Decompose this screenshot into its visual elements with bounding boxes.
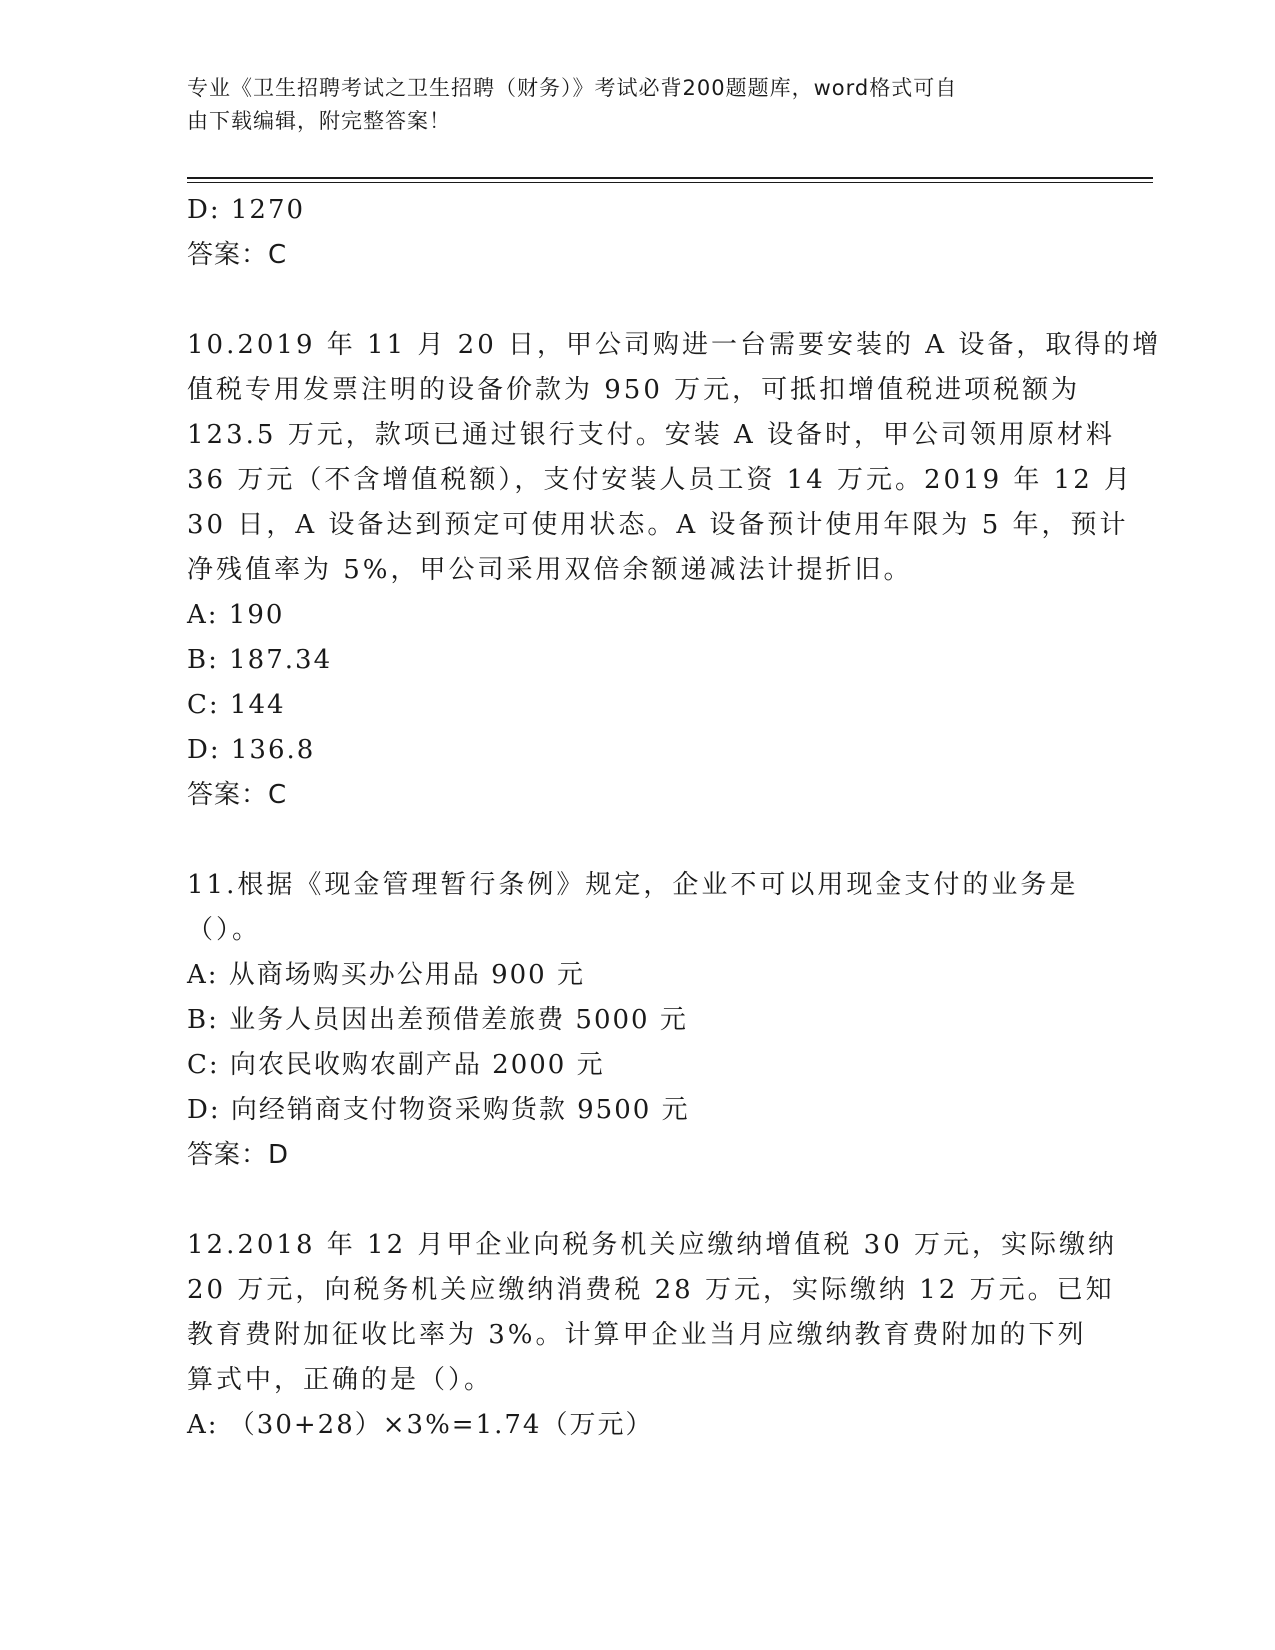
question-stem-line: （）。 <box>187 915 262 945</box>
option-d: D: 向经销商支付物资采购货款 9500 元 <box>187 1095 690 1125</box>
option-a: A: 从商场购买办公用品 900 元 <box>187 960 585 990</box>
question-stem-line: 20 万元，向税务机关应缴纳消费税 28 万元，实际缴纳 12 万元。已知 <box>187 1275 1115 1305</box>
question-stem-line: 36 万元（不含增值税额），支付安装人员工资 14 万元。2019 年 12 月 <box>187 465 1134 495</box>
option-a: A: （30+28）×3%=1.74（万元） <box>187 1410 654 1440</box>
question-stem-line: 123.5 万元，款项已通过银行支付。安装 A 设备时，甲公司领用原材料 <box>187 420 1116 450</box>
option-b: B: 业务人员因出差预借差旅费 5000 元 <box>187 1005 688 1035</box>
option-d: D: 136.8 <box>187 735 316 765</box>
question-stem-line: 10.2019 年 11 月 20 日，甲公司购进一台需要安装的 A 设备，取得的增 <box>187 330 1162 360</box>
option-c: C: 144 <box>187 690 286 720</box>
question-stem-line: 教育费附加征收比率为 3%。计算甲企业当月应缴纳教育费附加的下列 <box>187 1320 1087 1350</box>
question-stem-line: 算式中，正确的是（）。 <box>187 1365 494 1395</box>
header-line-2: 由下载编辑，附完整答案！ <box>187 109 451 133</box>
answer-line: 答案：C <box>187 780 288 810</box>
question-11 <box>187 863 1087 1178</box>
question-stem-line: 30 日，A 设备达到预定可使用状态。A 设备预计使用年限为 5 年，预计 <box>187 510 1129 540</box>
question-stem-line: 12.2018 年 12 月甲企业向税务机关应缴纳增值税 30 万元，实际缴纳 <box>187 1230 1118 1260</box>
question-stem-line: 值税专用发票注明的设备价款为 950 万元，可抵扣增值税进项税额为 <box>187 375 1081 405</box>
header-divider-thick <box>187 177 1153 179</box>
option-b: B: 187.34 <box>187 645 333 675</box>
question-10 <box>187 323 1162 818</box>
option-a: A: 190 <box>187 600 285 630</box>
document-header <box>187 72 1067 138</box>
option-c: C: 向农民收购农副产品 2000 元 <box>187 1050 605 1080</box>
question-12 <box>187 1223 1118 1448</box>
answer-line: 答案：C <box>187 240 288 270</box>
answer-line: 答案：D <box>187 1140 290 1170</box>
header-line-1: 专业《卫生招聘考试之卫生招聘（财务）》考试必背200题题库，word格式可自 <box>187 76 958 100</box>
question-stem-line: 11.根据《现金管理暂行条例》规定，企业不可以用现金支付的业务是 <box>187 870 1079 900</box>
header-divider-thin <box>187 182 1153 183</box>
option-d: D: 1270 <box>187 195 306 225</box>
question-stem-line: 净残值率为 5%，甲公司采用双倍余额递减法计提折旧。 <box>187 555 913 585</box>
document-body <box>187 188 1162 1448</box>
